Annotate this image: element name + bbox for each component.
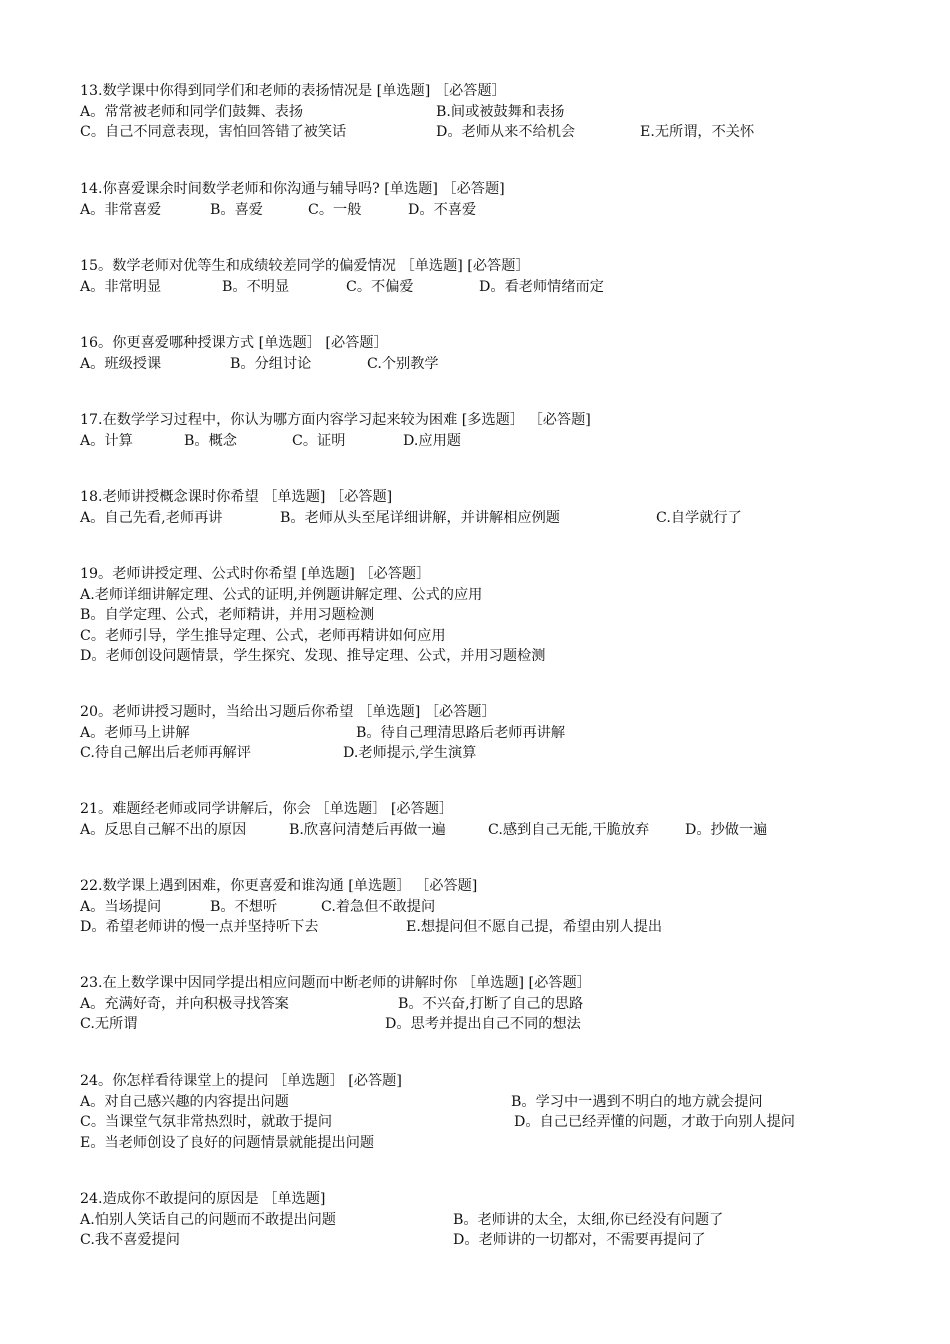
option-b: B。不兴奋,打断了自己的思路: [398, 995, 584, 1012]
question-14: [80, 179, 880, 220]
option-a: A。常常被老师和同学们鼓舞、表扬: [80, 103, 304, 120]
option-row: [80, 277, 880, 298]
option-row: [80, 897, 880, 918]
option-a: A。充满好奇，并向积极寻找答案: [80, 995, 289, 1012]
option-c: C.着急但不敢提问: [321, 898, 436, 915]
option-d: D。看老师情绪而定: [479, 278, 604, 295]
option-row: [80, 917, 880, 938]
option-b: B。不想听: [210, 898, 278, 915]
question-20: [80, 702, 880, 764]
option-c: C.自学就行了: [656, 509, 742, 526]
option-a: A。非常明显: [80, 278, 162, 295]
option-b: B。老师从头至尾详细讲解，并讲解相应例题: [280, 509, 560, 526]
option-b: B。不明显: [222, 278, 290, 295]
option-a: A.老师详细讲解定理、公式的证明,并例题讲解定理、公式的应用: [80, 586, 483, 603]
option-row: [80, 1133, 880, 1154]
option-row: [80, 508, 880, 529]
question-24-reasons: [80, 1189, 880, 1251]
option-c: C。当课堂气氛非常热烈时，就敢于提问: [80, 1114, 333, 1130]
option-c: C.个别教学: [367, 355, 439, 372]
question-title: 16。你更喜爱哪种授课方式 [单选题］ [必答题］: [80, 335, 388, 351]
option-b: B。分组讨论: [230, 355, 312, 372]
option-c: C。老师引导，学生推导定理、公式，老师再精讲如何应用: [80, 627, 446, 644]
option-row: [80, 1230, 880, 1251]
option-c: C.无所谓: [80, 1016, 138, 1032]
option-a: A。当场提问: [80, 898, 162, 915]
option-d: D。思考并提出自己不同的想法: [385, 1016, 581, 1032]
option-row: [80, 1210, 880, 1231]
option-a: A。老师马上讲解: [80, 724, 190, 741]
option-a: A。非常喜爱: [80, 201, 162, 218]
option-c: C.感到自己无能,干脆放弃: [488, 821, 650, 838]
option-d: D。抄做一遍: [685, 821, 768, 838]
option-a: A。对自己感兴趣的内容提出问题: [80, 1093, 289, 1110]
question-13: [80, 81, 880, 143]
option-c: C。自己不同意表现，害怕回答错了被笑话: [80, 124, 347, 140]
option-c: C。一般: [308, 201, 362, 218]
option-b: B。老师讲的太全，太细,你已经没有问题了: [453, 1211, 724, 1228]
option-b: B。概念: [184, 432, 237, 449]
option-b: B。自学定理、公式，老师精讲，并用习题检测: [80, 607, 375, 623]
option-b: B。待自己理清思路后老师再讲解: [356, 724, 566, 741]
option-row: [80, 200, 880, 221]
option-b: B.欣喜问清楚后再做一遍: [289, 821, 446, 838]
option-a: A.怕别人笑话自己的问题而不敢提出问题: [80, 1211, 336, 1228]
option-a: A。反思自己解不出的原因: [80, 821, 247, 838]
question-title: 20。老师讲授习题时，当给出习题后你希望 ［单选题] ［必答题］: [80, 704, 496, 720]
option-a: A。计算: [80, 432, 133, 449]
question-title: 24。你怎样看待课堂上的提问 ［单选题］ [必答题]: [80, 1073, 402, 1089]
question-title: 21。难题经老师或同学讲解后，你会 ［单选题］ [必答题］: [80, 801, 454, 817]
question-23: [80, 973, 880, 1035]
option-e: E.想提问但不愿自己提，希望由别人提出: [406, 919, 663, 935]
option-row: [80, 1092, 880, 1113]
option-row: [80, 646, 880, 667]
option-e: E.无所谓，不关怀: [640, 124, 755, 140]
option-e: E。当老师创设了良好的问题情景就能提出问题: [80, 1134, 375, 1151]
option-row: [80, 820, 880, 841]
question-title: 22.数学课上遇到困难，你更喜爱和谁沟通 [单选题］ ［必答题]: [80, 878, 478, 894]
option-row: [80, 354, 880, 375]
option-row: [80, 994, 880, 1015]
option-d: D。老师讲的一切都对，不需要再提问了: [453, 1232, 706, 1248]
question-title: 14.你喜爱课余时间数学老师和你沟通与辅导吗? [单选题] ［必答题]: [80, 181, 505, 197]
question-title: 18.老师讲授概念课时你希望 ［单选题] ［必答题]: [80, 489, 393, 505]
question-title: 19。老师讲授定理、公式时你希望 [单选题] ［必答题］: [80, 566, 431, 582]
option-d: D。希望老师讲的慢一点并坚持听下去: [80, 919, 319, 935]
question-title: 23.在上数学课中因同学提出相应问题而中断老师的讲解时你 ［单选题] [必答题］: [80, 975, 591, 991]
option-d: D。老师从来不给机会: [436, 124, 576, 140]
option-row: [80, 605, 880, 626]
option-b: B。喜爱: [210, 201, 263, 218]
option-d: D。老师创设问题情景，学生探究、发现、推导定理、公式，并用习题检测: [80, 648, 546, 664]
option-row: [80, 122, 880, 143]
option-row: [80, 1014, 880, 1035]
question-15: [80, 256, 880, 297]
question-title: 15。数学老师对优等生和成绩较差同学的偏爱情况 ［单选题] [必答题］: [80, 258, 530, 274]
option-d: D。不喜爱: [408, 201, 477, 218]
option-row: [80, 431, 880, 452]
question-title: 24.造成你不敢提问的原因是 ［单选题]: [80, 1191, 326, 1207]
option-row: [80, 626, 880, 647]
option-row: [80, 585, 880, 606]
option-c: C。不偏爱: [346, 278, 414, 295]
question-title: 17.在数学学习过程中，你认为哪方面内容学习起来较为困难 [多选题］ ［必答题]: [80, 412, 591, 428]
question-24: [80, 1071, 880, 1153]
option-b: B.间或被鼓舞和表扬: [436, 103, 565, 120]
option-c: C.我不喜爱提问: [80, 1232, 180, 1248]
question-18: [80, 487, 880, 528]
option-d: D.应用题: [403, 432, 461, 449]
option-row: [80, 723, 880, 744]
option-row: [80, 102, 880, 123]
question-22: [80, 876, 880, 938]
option-d: D。自己已经弄懂的问题，才敢于向别人提问: [514, 1114, 795, 1130]
option-row: [80, 743, 880, 764]
question-16: [80, 333, 880, 374]
option-row: [80, 1112, 880, 1133]
question-19: [80, 564, 880, 667]
question-title: 13.数学课中你得到同学们和老师的表扬情况是 [单选题] ［必答题］: [80, 83, 506, 99]
option-d: D.老师提示,学生演算: [343, 745, 477, 761]
option-c: C。证明: [292, 432, 346, 449]
option-b: B。学习中一遇到不明白的地方就会提问: [511, 1093, 763, 1110]
option-a: A。自己先看,老师再讲: [80, 509, 223, 526]
question-17: [80, 410, 880, 451]
option-a: A。班级授课: [80, 355, 162, 372]
question-21: [80, 799, 880, 840]
option-c: C.待自己解出后老师再解评: [80, 745, 251, 761]
